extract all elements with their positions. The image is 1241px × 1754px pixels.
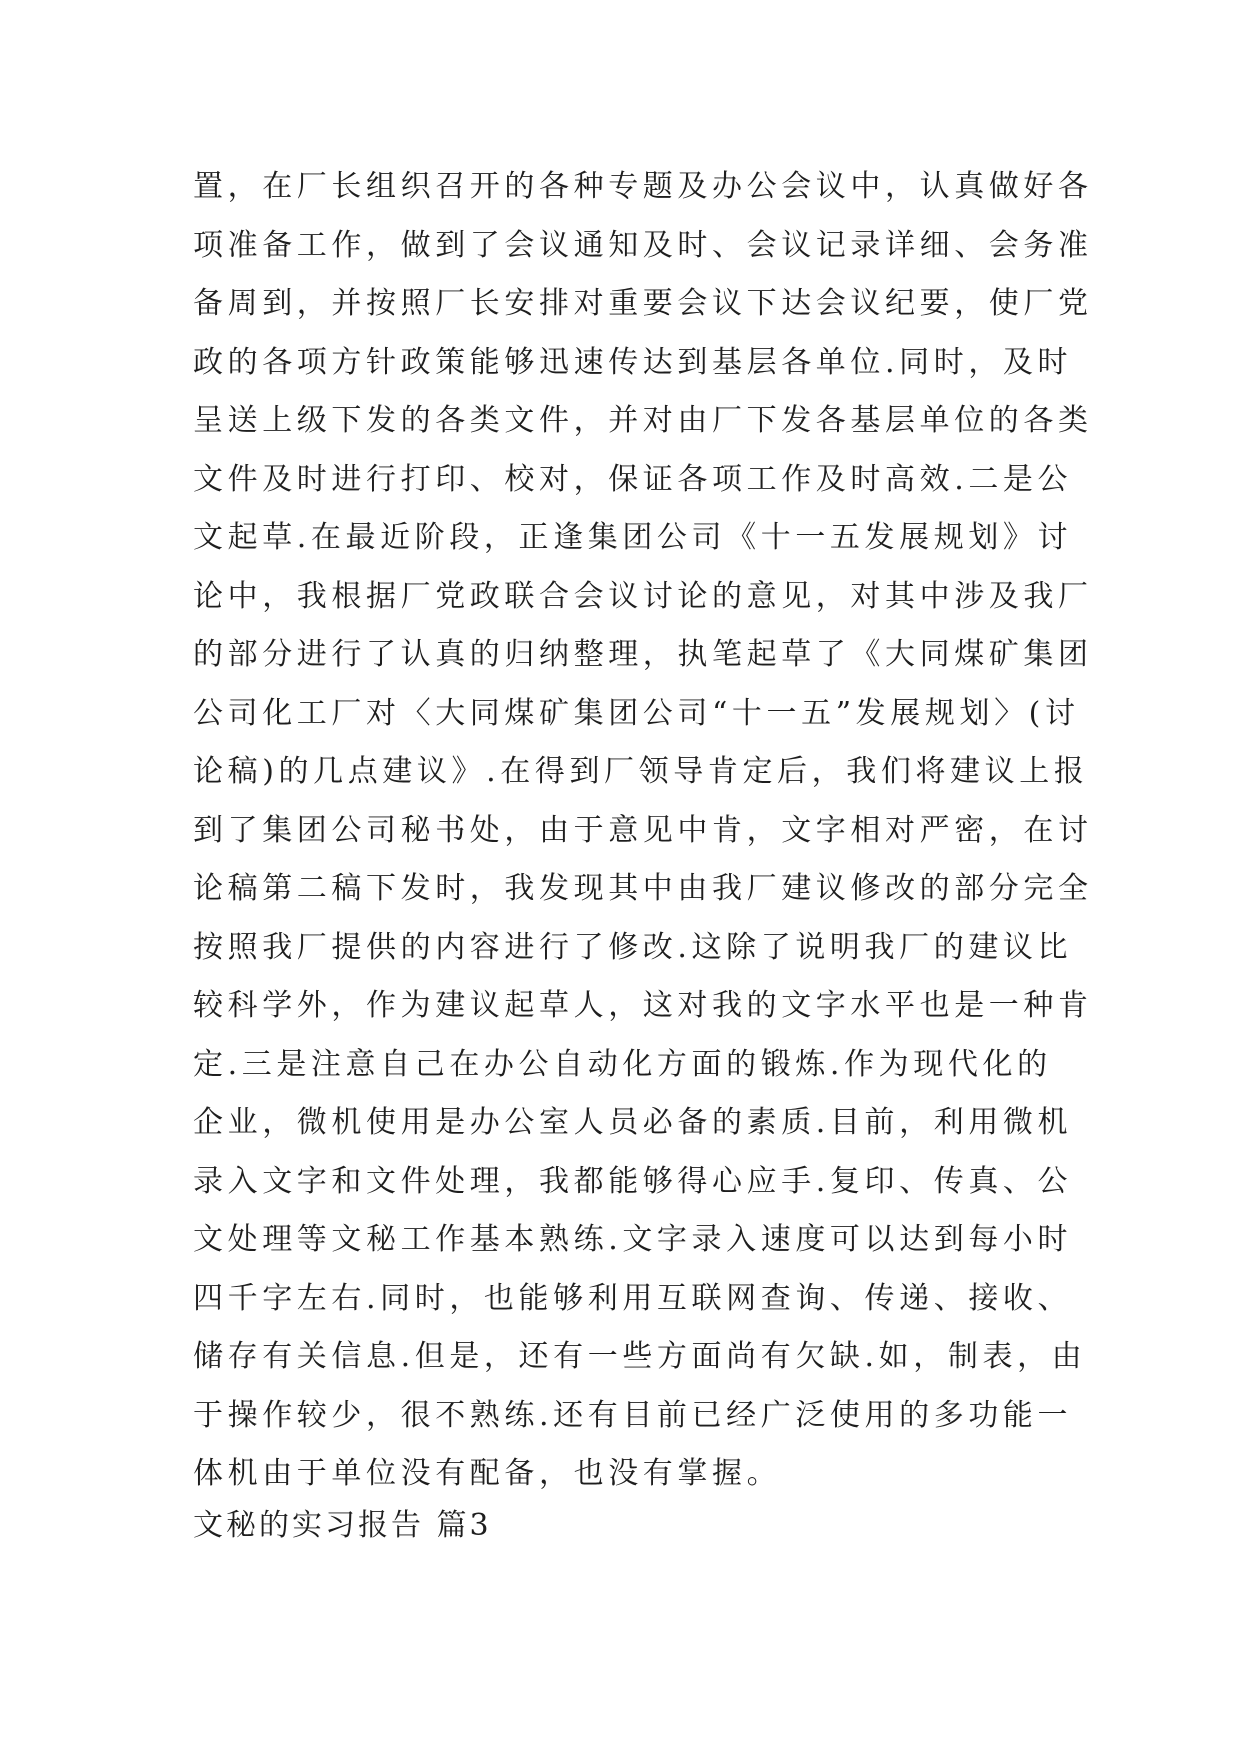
text-line: 论中，我根据厂党政联合会议讨论的意见，对其中涉及我厂 [193, 578, 1093, 614]
text-line: 的部分进行了认真的归纳整理，执笔起草了《大同煤矿集团 [193, 637, 1093, 672]
section-heading: 文秘的实习报告 篇3 [193, 1508, 492, 1543]
text-line: 定.三是注意自己在办公自动化方面的锻炼.作为现代化的 [193, 1046, 1052, 1082]
text-line: 文起草.在最近阶段，正逢集团公司《十一五发展规划》讨 [193, 520, 1073, 555]
text-line: 于操作较少，很不熟练.还有目前已经广泛使用的多功能一 [193, 1397, 1073, 1433]
text-line: 公司化工厂对〈大同煤矿集团公司“十一五”发展规划〉(讨 [193, 695, 1080, 731]
text-line: 置，在厂长组织召开的各种专题及办公会议中，认真做好各 [193, 169, 1093, 204]
text-line: 体机由于单位没有配备，也没有掌握。 [193, 1456, 782, 1491]
text-line: 论稿第二稿下发时，我发现其中由我厂建议修改的部分完全 [193, 871, 1093, 906]
text-line: 文件及时进行打印、校对，保证各项工作及时高效.二是公 [193, 461, 1073, 497]
body-paragraph [193, 158, 1093, 1504]
text-line: 备周到，并按照厂长安排对重要会议下达会议纪要，使厂党 [193, 286, 1093, 321]
text-line: 文处理等文秘工作基本熟练.文字录入速度可以达到每小时 [193, 1222, 1073, 1257]
text-line: 储存有关信息.但是，还有一些方面尚有欠缺.如，制表，由 [193, 1339, 1087, 1374]
text-line: 按照我厂提供的内容进行了修改.这除了说明我厂的建议比 [193, 929, 1073, 965]
text-line: 呈送上级下发的各类文件，并对由厂下发各基层单位的各类 [193, 403, 1093, 438]
text-line: 到了集团公司秘书处，由于意见中肯，文字相对严密，在讨 [193, 812, 1093, 848]
text-line: 较科学外，作为建议起草人，这对我的文字水平也是一种肯 [193, 988, 1093, 1023]
text-line: 项准备工作，做到了会议通知及时、会议记录详细、会务准 [193, 227, 1093, 263]
text-line: 企业，微机使用是办公室人员必备的素质.目前，利用微机 [193, 1105, 1073, 1140]
text-line: 四千字左右.同时，也能够利用互联网查询、传递、接收、 [193, 1280, 1073, 1316]
text-line: 录入文字和文件处理，我都能够得心应手.复印、传真、公 [193, 1163, 1073, 1199]
text-line: 政的各项方针政策能够迅速传达到基层各单位.同时，及时 [193, 344, 1073, 380]
text-line: 论稿)的几点建议》.在得到厂领导肯定后，我们将建议上报 [193, 754, 1089, 789]
